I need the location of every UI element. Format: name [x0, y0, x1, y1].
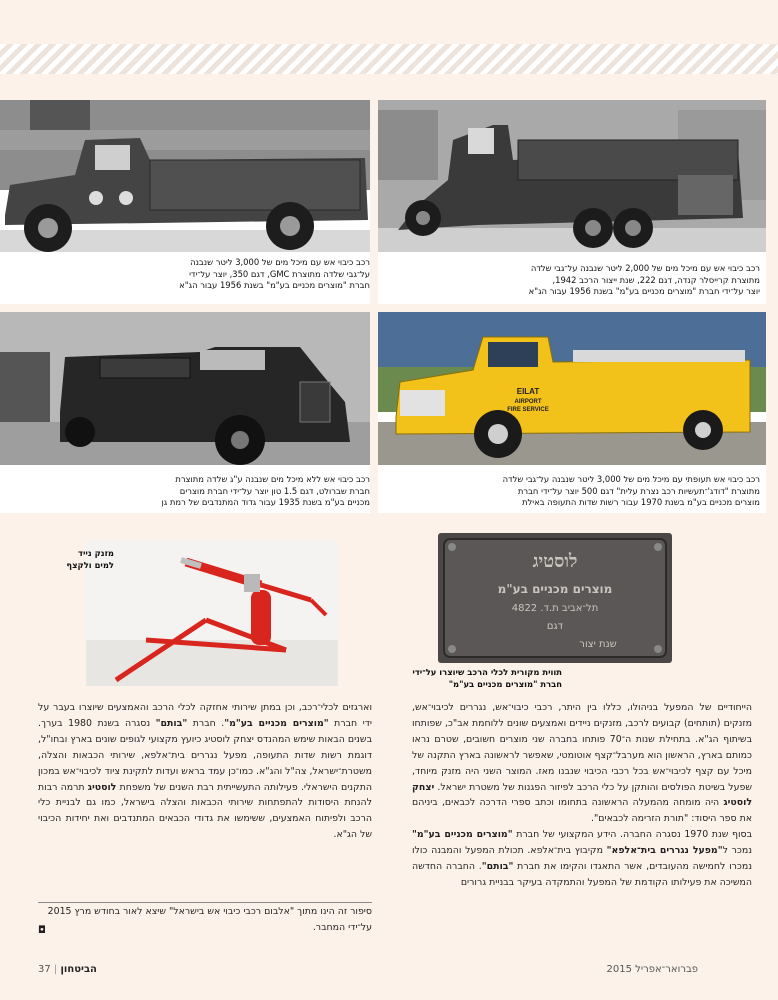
emphasis-text: "בותם" [155, 717, 188, 729]
article-right-column [412, 700, 752, 891]
body-text: בסוף שנת 1970 נסגרה החברה. הידע המקצועי של חברת [512, 829, 752, 841]
plate-company: מוצרים מכניים בע"מ [497, 582, 613, 596]
emphasis-text: יצחק לוסטיג [412, 781, 752, 809]
truck-text-airport: AIRPORT [514, 399, 542, 405]
photo-chevrolet-1935-fire-truck [0, 312, 370, 470]
photo-caption: רכב כיבוי אש תעופתי עם מיכל מים של 3,000 ליטר שנבנה על־גבי שלדה מתוצרת "דודג'־תעשיות רכב נצרת עלית" דגם 500 יוצר על־ידי חברת מוצרים מכניים בע"מ בשנת 1970 עבור רשות שדות התעופה באילת [502, 474, 760, 507]
body-text: . החברה החדשה המשיכה את פעילותו הקודמת של המפעל והתמקדה בעיקר בבניית גרורים [412, 861, 752, 888]
body-text: וארגזים לכלי־רכב, וכן במתן שירותי אחזקה לכלי הרכב והאמצעים שיוצרו בעבר על ידי חברת [38, 702, 372, 729]
plate-model: דגם [546, 621, 564, 632]
photo-caption: רכב כיבוי אש עם מיכל מים של 3,000 ליטר שנבנה על־גבי שלדה מתוצרת GMC, דגם 350, יוצר על־ידי חברת "מוצרים מכניים בע"מ" בשנת 1956 עבור הג"א [179, 257, 370, 290]
page-number: 37 [38, 964, 51, 975]
body-text: תרמה רבות להנחת היסודות להתפתחות שירותי הכבאות והצלה בישראל, כמו גם לבניית כלי הרכב ולפיתוח האמצעים, ששימשו את גדודי הכבאים המתנדבים ואת יחידות הכיבוי של הג"א. [38, 781, 372, 841]
end-mark-icon: ◘ [38, 925, 46, 936]
page-footer-left: 37 | הביטחון [38, 964, 97, 975]
photo-caption: רכב כיבוי אש עם מיכל מים של 2,000 ליטר שנבנה על־גבי שלדה מתוצרת קרייסלר קנדה, דגם 222, שנת ייצור הרכב 1942, יוצר על־ידי חברת "מוצרים מכניים בע"מ" בשנת 1956 עבור הג"א [528, 263, 760, 296]
plate-brand: לוסטיג [532, 551, 578, 572]
body-text: מקיבוץ בית־אלפא. תכולת המפעל והמבנה כולו נמכרו לחמישה מהעובדים, אשר התאגדו והקימו את חברת [412, 845, 752, 873]
photo-caption: מזנק נייד למים ולקצף [66, 548, 114, 570]
photo-caption: רכב כיבוי אש ללא מיכל מים שנבנה ע"ג שלדה מתוצרת חברת שברולט, דגם 1.5 טון יוצר על־ידי חברת מוצרים מכניים בע"מ בשנת 1935 עבור גדוד המתנדבים של רמת גן [161, 474, 370, 507]
article-paragraph [412, 700, 752, 891]
decorative-stripe-band [0, 44, 778, 74]
emphasis-text: "מוצרים מכניים בע"מ" [412, 829, 513, 841]
emphasis-text: לוסטיג [87, 781, 117, 793]
issue-date: פברואר־אפריל 2015 [606, 964, 698, 975]
plate-address: תל־אביב ת.ד. 4822 [511, 603, 599, 614]
body-text: היה מומחה מהמעלה הראשונה בתחומו וכתב ספרי הדרכה לכבאים, ביניהם את ספר היסוד: "תורת הזרימה לכבאים". [412, 797, 752, 825]
photo-eilat-airport-fire-truck [378, 312, 766, 470]
truck-text-fire-service: FIRE SERVICE [507, 407, 549, 413]
source-note: סיפור זה הינו מתוך "אלבום רכבי כיבוי אש בישראל" שיצא לאור בחודש מרץ 2015 על־ידי המחבר. [47, 906, 372, 933]
body-text: נסגרה בשנת 1980 בערך. בשנים הבאות שימש המהנדס יצחק לוסטיג כיועץ מקצועי לגופים שונים בארץ ובחו"ל, דוגמת רשות שדות התעופה, מפעל נגררים בית־אלפא, שירותי הכבאות והצלה, משטרת־ישראל, צה"ל והג"א. כמו־כן עמד בראש ועדות לתקינת ציוד לכיבוי־אש במכון התקנים הישראלי. פעילותה התעשייתית רבת השנים של משפחת [38, 717, 372, 793]
photo-portable-nozzle [86, 540, 338, 686]
magazine-name: הביטחון [60, 964, 97, 975]
emphasis-text: "מפעל נגררים בית־אלפא" [606, 845, 723, 857]
emphasis-text: "מוצרים מכניים בע"מ" [224, 717, 329, 729]
emphasis-text: "בותם" [481, 861, 514, 873]
article-paragraph [38, 700, 372, 843]
article-left-column [38, 700, 372, 843]
photo-caption: תווית מקורית לכלי הרכב שיוצרו על־ידי חברת "מוצרים מכניים בע"מ" [412, 667, 562, 689]
body-text: . חברת [187, 717, 225, 729]
truck-text-eilat: EILAT [516, 387, 540, 396]
body-text: הייחודיים של המפעל בניהולו, כללו בין היתר, רכבי כיבוי־אש, נגררים לכיבוי־אש, מזנקים (תותחים) קבועים לרכב, מזנקים ניידים ואמצעים שונים ללוחמת אב"כ, שפותחו בשיתוף הג"א. בתחילת שנות ה־70 פותחו בחברה שני מוצרים חשובים, שטרם נראו כמותם בארץ, הראשון הוא מערבל־קצף אוטומטי, שאפשר לראשונה בארץ התקנה של מיכל עם קצף לכיבוי־אש בכל רכבי הכיבוי שנבנו מאז. המוצר השני היה מזנק מיוחד, שפעל בשיטת הפולסים והותקן על כלי הרכב לפיזור הפגנות של משטרת ישראל. [412, 702, 752, 793]
photo-manufacturer-plate [438, 533, 672, 663]
note-divider [38, 902, 372, 903]
plate-year: שנת יצור [579, 639, 617, 650]
photo-gmc-fire-truck [0, 100, 370, 260]
body-text: נמכר ל [722, 845, 753, 857]
